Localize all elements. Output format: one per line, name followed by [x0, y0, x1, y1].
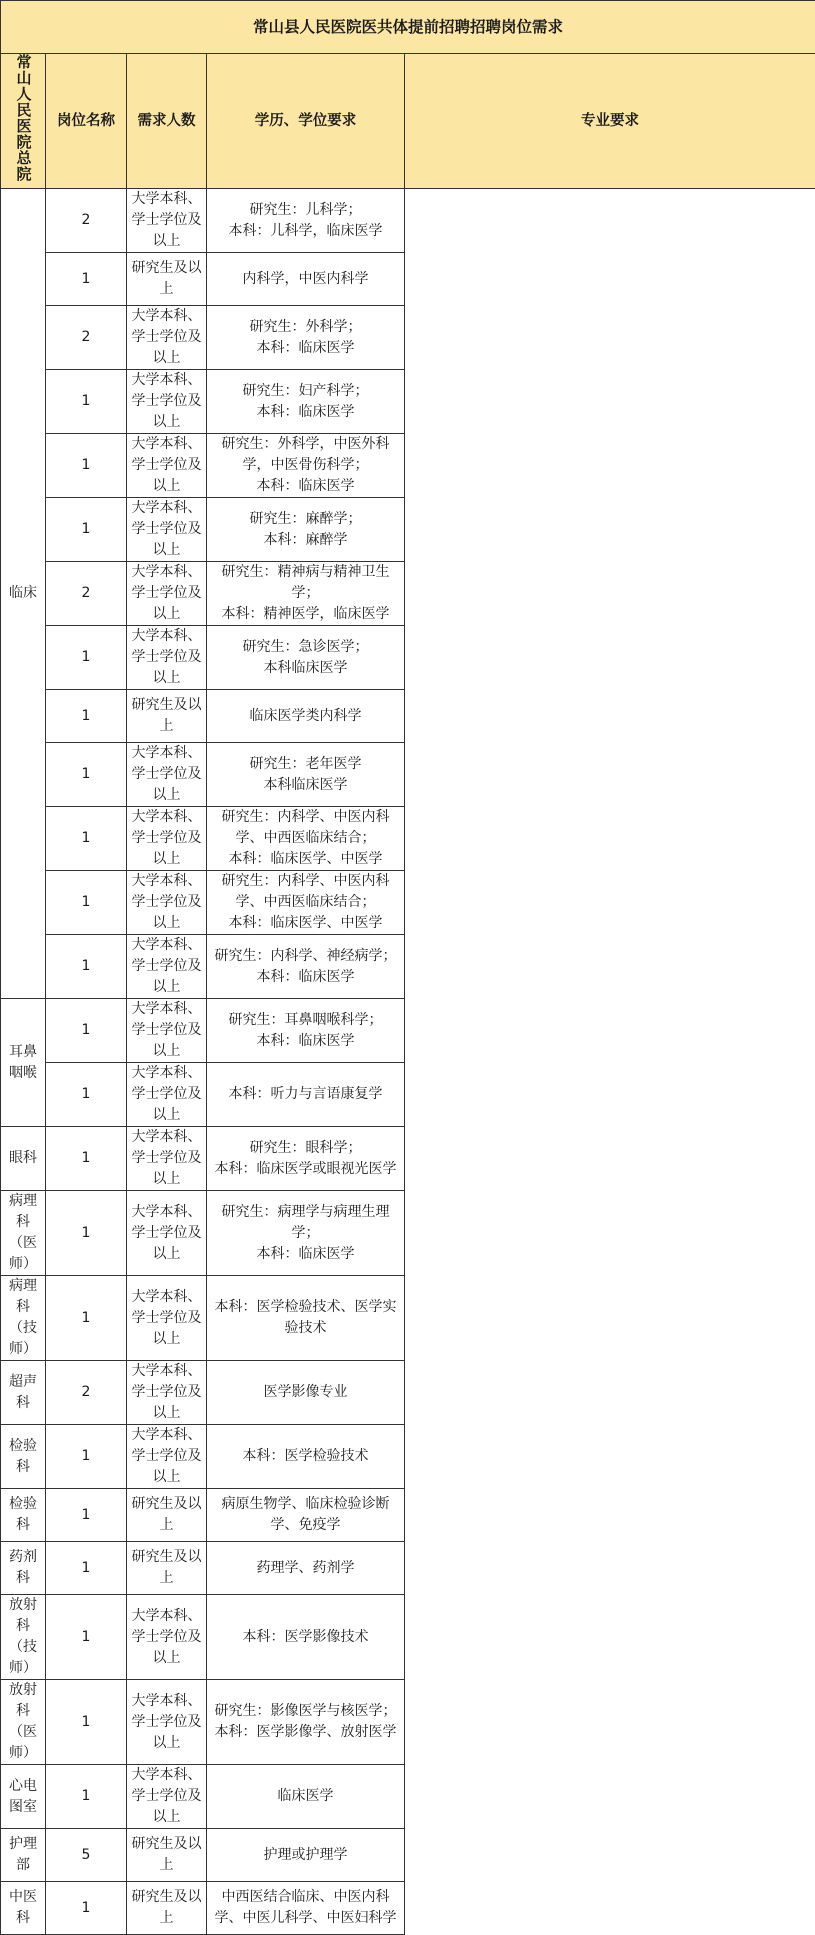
position-name: 临床 — [1, 189, 46, 999]
major-line: 本科：儿科学，临床医学 — [209, 221, 402, 242]
major-line: 护理或护理学 — [209, 1845, 402, 1866]
major-line: 医学影像专业 — [209, 1382, 402, 1403]
table-row — [1, 626, 815, 690]
education-requirement: 大学本科、学士学位及以上 — [127, 1127, 207, 1191]
education-requirement: 大学本科、学士学位及以上 — [127, 370, 207, 434]
education-requirement: 研究生及以上 — [127, 1489, 207, 1542]
major-requirement — [207, 743, 405, 807]
position-name: 中医科 — [1, 1882, 46, 1935]
major-line: 研究生：病理学与病理生理学； — [209, 1202, 402, 1244]
major-line: 本科：临床医学 — [209, 476, 402, 497]
major-line: 本科：医学检验技术、医学实验技术 — [209, 1297, 402, 1339]
header-major: 专业要求 — [405, 54, 815, 189]
education-requirement: 大学本科、学士学位及以上 — [127, 743, 207, 807]
major-requirement — [207, 690, 405, 743]
major-line: 本科临床医学 — [209, 658, 402, 679]
education-requirement: 研究生及以上 — [127, 690, 207, 743]
table-row — [1, 807, 815, 871]
major-line: 本科：临床医学、中医学 — [209, 849, 402, 870]
required-count: 1 — [46, 1542, 127, 1595]
required-count: 1 — [46, 626, 127, 690]
major-requirement — [207, 306, 405, 370]
table-body — [1, 189, 815, 1935]
table-title: 常山县人民医院医共体提前招聘招聘岗位需求 — [1, 1, 815, 54]
education-requirement: 研究生及以上 — [127, 1829, 207, 1882]
major-requirement — [207, 1829, 405, 1882]
major-line: 研究生：急诊医学； — [209, 637, 402, 658]
major-line: 本科：临床医学 — [209, 402, 402, 423]
major-line: 研究生：妇产科学； — [209, 381, 402, 402]
major-line: 药理学、药剂学 — [209, 1558, 402, 1579]
education-requirement: 大学本科、学士学位及以上 — [127, 935, 207, 999]
table-row — [1, 1127, 815, 1191]
major-line: 本科：精神医学，临床医学 — [209, 604, 402, 625]
major-line: 临床医学 — [209, 1786, 402, 1807]
table-row — [1, 1361, 815, 1425]
required-count: 5 — [46, 1829, 127, 1882]
major-line: 本科：医学检验技术 — [209, 1446, 402, 1467]
required-count: 1 — [46, 690, 127, 743]
education-requirement: 大学本科、学士学位及以上 — [127, 434, 207, 498]
major-requirement — [207, 999, 405, 1063]
required-count: 1 — [46, 1765, 127, 1829]
education-requirement: 大学本科、学士学位及以上 — [127, 1361, 207, 1425]
major-requirement — [207, 1425, 405, 1489]
major-requirement — [207, 253, 405, 306]
required-count: 2 — [46, 1361, 127, 1425]
education-requirement: 大学本科、学士学位及以上 — [127, 1276, 207, 1361]
position-name: 病理科 （技师） — [1, 1276, 46, 1361]
table-row — [1, 1680, 815, 1765]
required-count: 1 — [46, 1127, 127, 1191]
table-row — [1, 1765, 815, 1829]
education-requirement: 大学本科、学士学位及以上 — [127, 1191, 207, 1276]
position-name: 超声科 — [1, 1361, 46, 1425]
education-requirement: 大学本科、学士学位及以上 — [127, 1595, 207, 1680]
required-count: 1 — [46, 370, 127, 434]
major-line: 本科：医学影像学、放射医学 — [209, 1722, 402, 1743]
major-line: 本科：听力与言语康复学 — [209, 1084, 402, 1105]
table-row — [1, 1829, 815, 1882]
table-row — [1, 871, 815, 935]
major-requirement — [207, 434, 405, 498]
table-row — [1, 690, 815, 743]
education-requirement: 大学本科、学士学位及以上 — [127, 562, 207, 626]
major-line: 研究生：老年医学 — [209, 754, 402, 775]
major-requirement — [207, 1542, 405, 1595]
major-requirement — [207, 807, 405, 871]
table-row — [1, 1425, 815, 1489]
major-line: 本科：医学影像技术 — [209, 1627, 402, 1648]
required-count: 1 — [46, 1191, 127, 1276]
required-count: 1 — [46, 999, 127, 1063]
major-requirement — [207, 1882, 405, 1935]
education-requirement: 大学本科、学士学位及以上 — [127, 1680, 207, 1765]
table-row — [1, 370, 815, 434]
major-requirement — [207, 1361, 405, 1425]
required-count: 1 — [46, 1489, 127, 1542]
education-requirement: 大学本科、学士学位及以上 — [127, 807, 207, 871]
major-line: 本科：临床医学 — [209, 967, 402, 988]
position-name: 放射科 （医师） — [1, 1680, 46, 1765]
education-requirement: 大学本科、学士学位及以上 — [127, 626, 207, 690]
required-count: 1 — [46, 434, 127, 498]
education-requirement: 大学本科、学士学位及以上 — [127, 1425, 207, 1489]
hospital-name: 常山人民医院总院 — [1, 54, 46, 189]
major-requirement — [207, 189, 405, 253]
table-row — [1, 306, 815, 370]
required-count: 1 — [46, 1680, 127, 1765]
major-line: 研究生：眼科学； — [209, 1138, 402, 1159]
major-line: 本科：临床医学 — [209, 338, 402, 359]
table-row — [1, 1882, 815, 1935]
major-requirement — [207, 871, 405, 935]
major-requirement — [207, 370, 405, 434]
education-requirement: 大学本科、学士学位及以上 — [127, 871, 207, 935]
table-row — [1, 1191, 815, 1276]
major-line: 研究生：内科学、中医内科学、中西医临床结合； — [209, 807, 402, 849]
required-count: 1 — [46, 253, 127, 306]
major-line: 病原生物学、临床检验诊断学、免疫学 — [209, 1494, 402, 1536]
required-count: 1 — [46, 743, 127, 807]
major-line: 本科：临床医学、中医学 — [209, 913, 402, 934]
required-count: 1 — [46, 498, 127, 562]
major-line: 研究生：内科学、中医内科学、中西医临床结合； — [209, 871, 402, 913]
education-requirement: 大学本科、学士学位及以上 — [127, 189, 207, 253]
header-position: 岗位名称 — [46, 54, 127, 189]
required-count: 1 — [46, 1425, 127, 1489]
education-requirement: 研究生及以上 — [127, 1882, 207, 1935]
position-name: 药剂科 — [1, 1542, 46, 1595]
major-line: 研究生：外科学； — [209, 317, 402, 338]
table-row — [1, 743, 815, 807]
major-requirement — [207, 562, 405, 626]
major-requirement — [207, 1680, 405, 1765]
table-row — [1, 1595, 815, 1680]
table-row — [1, 1542, 815, 1595]
education-requirement: 研究生及以上 — [127, 1542, 207, 1595]
education-requirement: 大学本科、学士学位及以上 — [127, 1063, 207, 1127]
major-line: 本科临床医学 — [209, 775, 402, 796]
required-count: 2 — [46, 562, 127, 626]
major-line: 本科：临床医学 — [209, 1031, 402, 1052]
table-row — [1, 1063, 815, 1127]
major-line: 研究生：儿科学； — [209, 200, 402, 221]
table-row — [1, 1489, 815, 1542]
education-requirement: 大学本科、学士学位及以上 — [127, 999, 207, 1063]
required-count: 1 — [46, 1882, 127, 1935]
table-row — [1, 434, 815, 498]
required-count: 1 — [46, 1595, 127, 1680]
position-name: 病理科 （医师） — [1, 1191, 46, 1276]
required-count: 1 — [46, 1063, 127, 1127]
required-count: 1 — [46, 1276, 127, 1361]
table-row — [1, 999, 815, 1063]
table-row — [1, 562, 815, 626]
major-requirement — [207, 1276, 405, 1361]
major-line: 研究生：麻醉学； — [209, 509, 402, 530]
position-name: 护理部 — [1, 1829, 46, 1882]
major-line: 本科：临床医学或眼视光医学 — [209, 1159, 402, 1180]
major-requirement — [207, 498, 405, 562]
header-education: 学历、学位要求 — [207, 54, 405, 189]
position-name: 检验科 — [1, 1425, 46, 1489]
major-requirement — [207, 626, 405, 690]
major-line: 研究生：外科学，中医外科学，中医骨伤科学； — [209, 434, 402, 476]
major-line: 研究生：耳鼻咽喉科学； — [209, 1010, 402, 1031]
position-name: 放射科 （技师） — [1, 1595, 46, 1680]
education-requirement: 大学本科、学士学位及以上 — [127, 1765, 207, 1829]
major-line: 内科学，中医内科学 — [209, 269, 402, 290]
major-line: 本科：临床医学 — [209, 1244, 402, 1265]
education-requirement: 大学本科、学士学位及以上 — [127, 306, 207, 370]
major-requirement — [207, 1063, 405, 1127]
position-name: 眼科 — [1, 1127, 46, 1191]
required-count: 1 — [46, 871, 127, 935]
major-requirement — [207, 935, 405, 999]
position-name: 耳鼻咽喉 — [1, 999, 46, 1127]
required-count: 2 — [46, 306, 127, 370]
table-row — [1, 1276, 815, 1361]
table-row — [1, 189, 815, 253]
major-line: 本科：麻醉学 — [209, 530, 402, 551]
table-row — [1, 498, 815, 562]
major-requirement — [207, 1191, 405, 1276]
major-requirement — [207, 1595, 405, 1680]
required-count: 1 — [46, 935, 127, 999]
major-line: 临床医学类内科学 — [209, 706, 402, 727]
major-requirement — [207, 1765, 405, 1829]
header-count: 需求人数 — [127, 54, 207, 189]
major-line: 中西医结合临床、中医内科学、中医儿科学、中医妇科学 — [209, 1887, 402, 1929]
major-line: 研究生：内科学、神经病学； — [209, 946, 402, 967]
table-row — [1, 253, 815, 306]
education-requirement: 研究生及以上 — [127, 253, 207, 306]
position-name: 检验科 — [1, 1489, 46, 1542]
major-line: 研究生：精神病与精神卫生学； — [209, 562, 402, 604]
table-row — [1, 935, 815, 999]
major-requirement — [207, 1489, 405, 1542]
required-count: 2 — [46, 189, 127, 253]
major-line: 研究生：影像医学与核医学； — [209, 1701, 402, 1722]
education-requirement: 大学本科、学士学位及以上 — [127, 498, 207, 562]
position-name: 心电图室 — [1, 1765, 46, 1829]
required-count: 1 — [46, 807, 127, 871]
major-requirement — [207, 1127, 405, 1191]
